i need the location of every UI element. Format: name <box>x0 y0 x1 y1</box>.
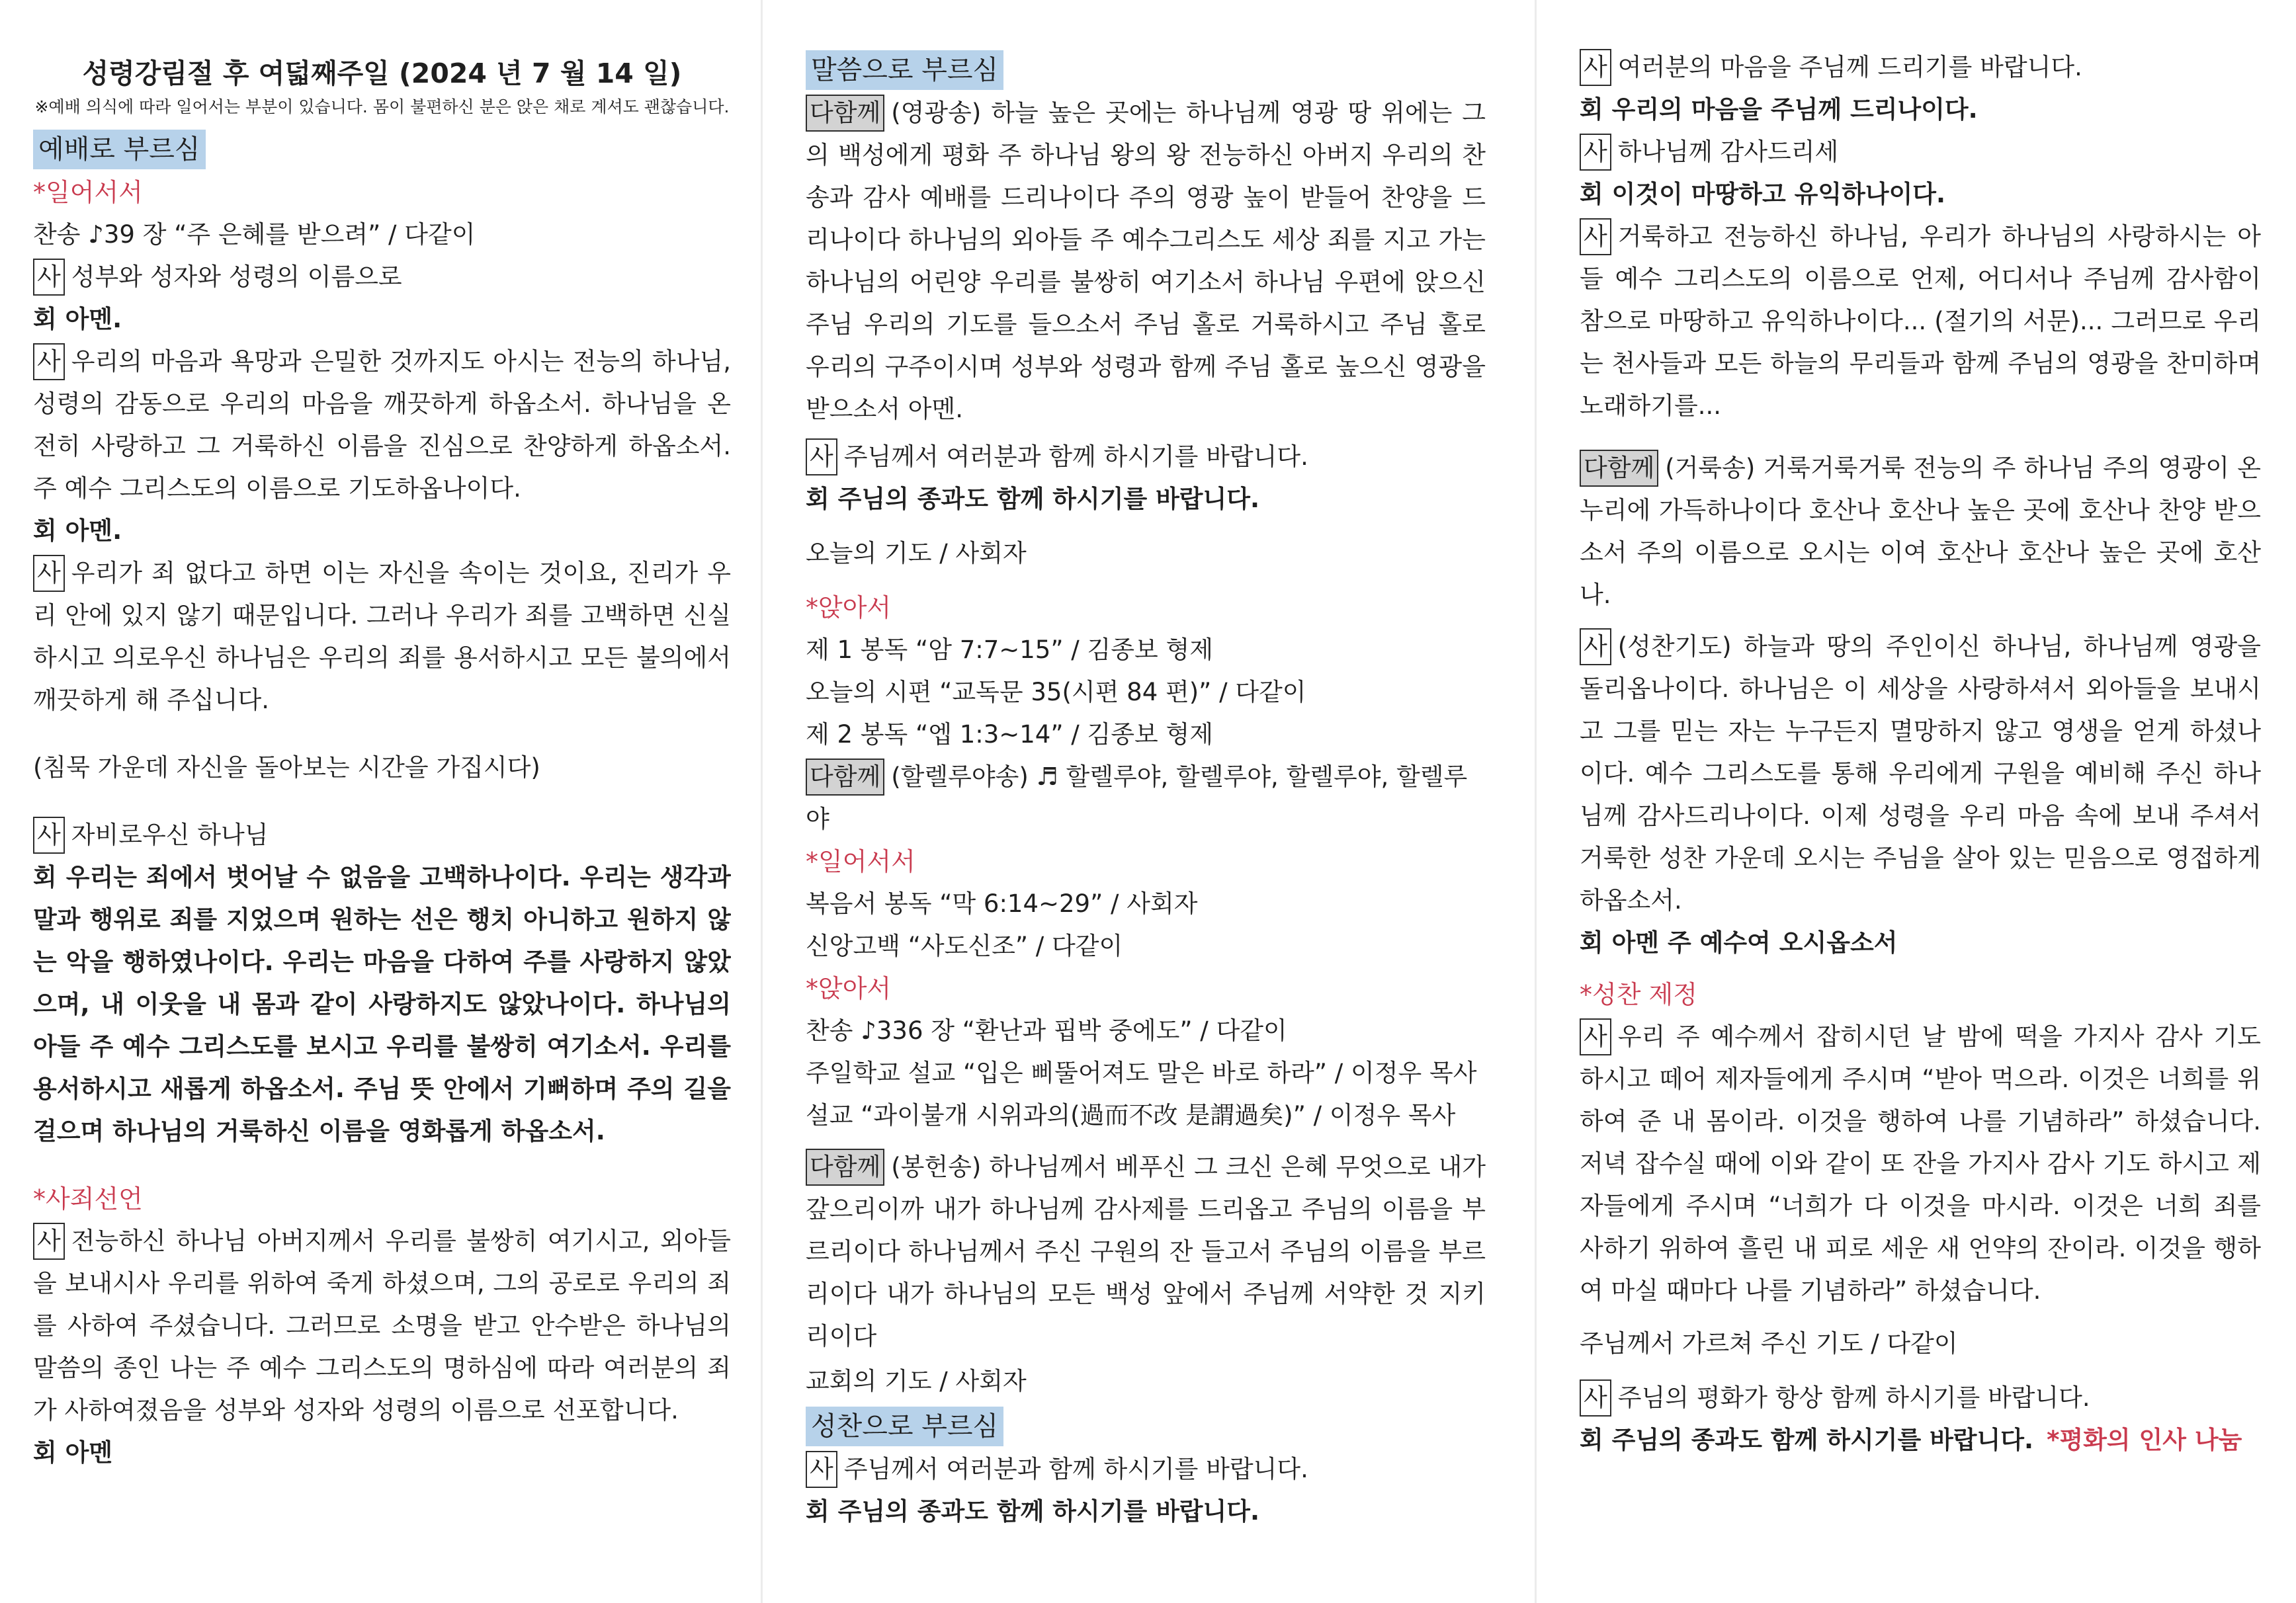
people-text: 아멘. <box>65 516 122 545</box>
people-mark: 회 <box>1580 928 1603 957</box>
leader-mark: 사 <box>33 555 65 592</box>
silence-instruction: (침묵 가운데 자신을 돌아보는 시간을 가집시다) <box>33 753 540 782</box>
church-prayer: 교회의 기도 / 사회자 <box>806 1367 1027 1395</box>
all-offertory <box>806 1146 1486 1358</box>
leader-text: 우리가 죄 없다고 하면 이는 자신을 속이는 것이요, 진리가 우리 안에 있지 않기 때문입니다. 그러나 우리가 죄를 고백하면 신실하시고 의로우신 하나님은 우리의 죄를 용서하시고 모든 불의에서 깨끗하게 해 주십니다. <box>33 559 731 714</box>
people-confession <box>33 856 731 1153</box>
people-line <box>1580 89 2261 131</box>
rubric-institution: *성찬 제정 <box>1580 980 1697 1009</box>
people-line <box>1580 173 2261 216</box>
rubric-sit: *앉아서 <box>806 974 892 1003</box>
rubric-stand: *일어서서 <box>33 178 143 207</box>
leader-line <box>33 552 731 721</box>
leader-line <box>1580 131 2261 173</box>
leader-text: 거룩하고 전능하신 하나님, 우리가 하나님의 사랑하시는 아들 예수 그리스도의 이름으로 언제, 어디서나 주님께 감사함이 참으로 마땅하고 유익하나이다... (절기의 서문)... 그러므로 우리는 천사들과 모든 하늘의 무리들과 함께 주님의 영광을 찬미하며 노래하기를... <box>1580 222 2261 420</box>
leader-text: 하나님께 감사드리세 <box>1617 138 1839 166</box>
section-call-by-word: 말씀으로 부르심 <box>806 50 1003 90</box>
leader-text: 우리 주 예수께서 잡히시던 날 밤에 떡을 가지사 감사 기도 하시고 떼어 제자들에게 주시며 “받아 먹으라. 이것은 너희를 위하여 준 내 몸이라. 이것을 행하여 나를 기념하라” 하셨습니다. 저녁 잡수실 때에 이와 같이 또 잔을 가지사 감사 기도 하시고 제자들에게 주시며 “너희가 다 이것을 마시라. 이것은 너희 죄를 사하기 위하여 흘린 내 피로 세운 새 언약의 잔이라. 이것을 행하여 마실 때마다 나를 기념하라” 하셨습니다. <box>1580 1022 2261 1305</box>
second-reading: 제 2 봉독 “엡 1:3~14” / 김종보 형제 <box>806 720 1213 749</box>
all-text: (봉헌송) 하나님께서 베푸신 그 크신 은혜 무엇으로 내가 갚으리이까 내가 하나님께 감사제를 드리옵고 주님의 이름을 부르리이다 하나님께서 주신 구원의 잔 들고서 주님의 이름을 부르리이다 내가 하나님의 모든 백성 앞에서 주님께 서약한 것 지키리이다 <box>806 1153 1486 1350</box>
posture-note: ※예배 의식에 따라 일어서는 부분이 있습니다. 몸이 불편하신 분은 앉은 채로 계셔도 괜찮습니다. <box>34 97 730 116</box>
leader-line <box>806 436 1486 478</box>
all-sanctus <box>1580 447 2261 616</box>
all-text: (할렐루야송) ♬ 할렐루야, 할렐루야, 할렐루야, 할렐루야 <box>806 762 1468 833</box>
fold-line-right <box>1535 0 1537 1603</box>
leader-mark: 사 <box>33 259 65 296</box>
leader-text: 여러분의 마음을 주님께 드리기를 바랍니다. <box>1617 53 2082 81</box>
column-2 <box>806 46 1486 1594</box>
rubric-peace: *평화의 인사 나눔 <box>2047 1426 2242 1454</box>
opening-hymn: 찬송 ♪39 장 “주 은혜를 받으려” / 다같이 <box>33 220 476 249</box>
people-text: 주님의 종과도 함께 하시기를 바랍니다. <box>1611 1426 2034 1454</box>
leader-mark: 사 <box>1580 218 1611 255</box>
leader-line <box>1580 46 2261 89</box>
people-line <box>1580 922 2261 964</box>
section-call-to-worship: 예배로 부르심 <box>33 130 206 169</box>
people-text: 아멘 주 예수여 오시옵소서 <box>1611 928 1898 957</box>
people-line <box>806 1491 1486 1533</box>
leader-line <box>1580 1377 2261 1419</box>
leader-text: 전능하신 하나님 아버지께서 우리를 불쌍히 여기시고, 외아들을 보내시사 우리를 위하여 죽게 하셨으며, 그의 공로로 우리의 죄를 사하여 주셨습니다. 그러므로 소명을 받고 안수받은 하나님의 말씀의 종인 나는 주 예수 그리스도의 명하심에 따라 여러분의 죄가 사하여졌음을 성부와 성자와 성령의 이름으로 선포합니다. <box>33 1227 731 1424</box>
people-text: 아멘 <box>65 1438 113 1467</box>
leader-line <box>33 1220 731 1432</box>
people-mark: 회 <box>33 863 57 891</box>
all-mark: 다함께 <box>806 95 884 132</box>
all-mark: 다함께 <box>806 1149 884 1186</box>
people-mark: 회 <box>806 1497 829 1526</box>
people-text: 이것이 마땅하고 유익하나이다. <box>1611 180 1946 208</box>
rubric-stand: *일어서서 <box>806 847 915 876</box>
all-text: (거룩송) 거룩거룩거룩 전능의 주 하나님 주의 영광이 온누리에 가득하나이다 호산나 호산나 높은 곳에 호산나 찬양 받으소서 주의 이름으로 오시는 이여 호산나 호산나 높은 곳에 호산나. <box>1580 454 2261 609</box>
creed: 신앙고백 “사도신조” / 다같이 <box>806 932 1123 960</box>
people-line <box>33 510 731 552</box>
leader-line <box>33 256 731 298</box>
people-mark: 회 <box>806 485 829 513</box>
leader-line <box>806 1448 1486 1491</box>
people-mark: 회 <box>1580 95 1603 124</box>
psalm-reading: 오늘의 시편 “교독문 35(시편 84 편)” / 다같이 <box>806 678 1306 706</box>
people-line <box>33 1432 731 1474</box>
leader-mark: 사 <box>33 343 65 380</box>
prayer-of-day: 오늘의 기도 / 사회자 <box>806 539 1027 567</box>
first-reading: 제 1 봉독 “암 7:7~15” / 김종보 형제 <box>806 636 1213 664</box>
leader-mark: 사 <box>1580 49 1611 86</box>
all-text: (영광송) 하늘 높은 곳에는 하나님께 영광 땅 위에는 그의 백성에게 평화 주 하나님 왕의 왕 전능하신 아버지 우리의 찬송과 감사 예배를 드리나이다 주의 영광 높이 받들어 찬양을 드리나이다 하나님의 외아들 주 예수그리스도 세상 죄를 지고 가는 하나님의 어린양 우리를 불쌍히 여기소서 하나님 우편에 앉으신 주님 우리의 기도를 들으소서 주님 홀로 거룩하시고 주님 홀로 우리의 구주이시며 성부와 성령과 함께 주님 홀로 높으신 영광을 받으소서 아멘. <box>806 99 1486 423</box>
all-mark: 다함께 <box>806 759 884 796</box>
leader-mark: 사 <box>1580 134 1611 171</box>
fold-line-left <box>761 0 763 1603</box>
leader-text: 자비로우신 하나님 <box>71 821 269 849</box>
leader-line <box>33 341 731 510</box>
leader-line <box>1580 1016 2261 1312</box>
lords-prayer: 주님께서 가르쳐 주신 기도 / 다같이 <box>1580 1329 1958 1358</box>
all-gloria <box>806 92 1486 431</box>
all-mark: 다함께 <box>1580 450 1658 487</box>
section-call-to-sacrament: 성찬으로 부르심 <box>806 1407 1003 1446</box>
people-line <box>806 478 1486 520</box>
leader-text: 주님의 평화가 항상 함께 하시기를 바랍니다. <box>1617 1383 2090 1412</box>
sermon: 설교 “과이불개 시위과의(過而不改 是謂過矣)” / 이정우 목사 <box>806 1101 1456 1130</box>
people-text: 우리의 마음을 주님께 드리나이다. <box>1611 95 1978 124</box>
leader-text: (성찬기도) 하늘과 땅의 주인이신 하나님, 하나님께 영광을 돌리옵나이다. 하나님은 이 세상을 사랑하셔서 외아들을 보내시고 그를 믿는 자는 누구든지 멸망하지 않고 영생을 얻게 하셨나이다. 예수 그리스도를 통해 우리에게 구원을 예비해 주신 하나님께 감사드리나이다. 이제 성령을 우리 마음 속에 보내 주셔서 거룩한 성찬 가운데 오시는 주님을 살아 있는 믿음으로 영접하게 하옵소서. <box>1580 632 2261 915</box>
bulletin-title: 성령강림절 후 여덟째주일 (2024 년 7 월 14 일) <box>82 58 682 89</box>
people-text: 주님의 종과도 함께 하시기를 바랍니다. <box>837 1497 1260 1526</box>
leader-text: 주님께서 여러분과 함께 하시기를 바랍니다. <box>843 1455 1308 1483</box>
rubric-absolution: *사죄선언 <box>33 1184 143 1213</box>
people-text: 주님의 종과도 함께 하시기를 바랍니다. <box>837 485 1260 513</box>
leader-mark: 사 <box>806 438 837 475</box>
people-text: 아멘. <box>65 305 122 333</box>
people-mark: 회 <box>33 305 57 333</box>
leader-mark: 사 <box>1580 1018 1611 1055</box>
people-line <box>1580 1419 2261 1461</box>
column-1 <box>33 46 731 1594</box>
gospel-reading: 복음서 봉독 “막 6:14~29” / 사회자 <box>806 889 1198 918</box>
people-line <box>33 298 731 341</box>
leader-mark: 사 <box>33 1223 65 1260</box>
leader-text: 성부와 성자와 성령의 이름으로 <box>71 263 402 291</box>
leader-mark: 사 <box>1580 1379 1611 1417</box>
leader-line <box>33 814 731 856</box>
leader-mark: 사 <box>1580 628 1611 665</box>
all-alleluia <box>806 756 1486 841</box>
leader-mark: 사 <box>33 817 65 854</box>
sunday-school-sermon: 주일학교 설교 “입은 삐뚤어져도 말은 바로 하라” / 이정우 목사 <box>806 1059 1477 1087</box>
leader-line <box>1580 626 2261 922</box>
leader-text: 주님께서 여러분과 함께 하시기를 바랍니다. <box>843 442 1308 471</box>
people-mark: 회 <box>33 516 57 545</box>
rubric-sit: *앉아서 <box>806 593 892 622</box>
people-mark: 회 <box>1580 1426 1603 1454</box>
people-mark: 회 <box>33 1438 57 1467</box>
column-3 <box>1580 46 2261 1594</box>
leader-mark: 사 <box>806 1451 837 1488</box>
people-text: 우리는 죄에서 벗어날 수 없음을 고백하나이다. 우리는 생각과 말과 행위로 죄를 지었으며 원하는 선은 행치 아니하고 원하지 않는 악을 행하였나이다. 우리는 마음을 다하여 주를 사랑하지 않았으며, 내 이웃을 내 몸과 같이 사랑하지도 않았나이다. 하나님의 아들 주 예수 그리스도를 보시고 우리를 불쌍히 여기소서. 우리를 용서하시고 새롭게 하옵소서. 주님 뜻 안에서 기뻐하며 주의 길을 걸으며 하나님의 거룩하신 이름을 영화롭게 하옵소서. <box>33 863 731 1145</box>
sermon-hymn: 찬송 ♪336 장 “환난과 핍박 중에도” / 다같이 <box>806 1016 1287 1045</box>
leader-line <box>1580 216 2261 427</box>
people-mark: 회 <box>1580 180 1603 208</box>
leader-text: 우리의 마음과 욕망과 은밀한 것까지도 아시는 전능의 하나님, 성령의 감동으로 우리의 마음을 깨끗하게 하옵소서. 하나님을 온전히 사랑하고 그 거룩하신 이름을 진심으로 찬양하게 하옵소서. 주 예수 그리스도의 이름으로 기도하옵나이다. <box>33 347 731 503</box>
